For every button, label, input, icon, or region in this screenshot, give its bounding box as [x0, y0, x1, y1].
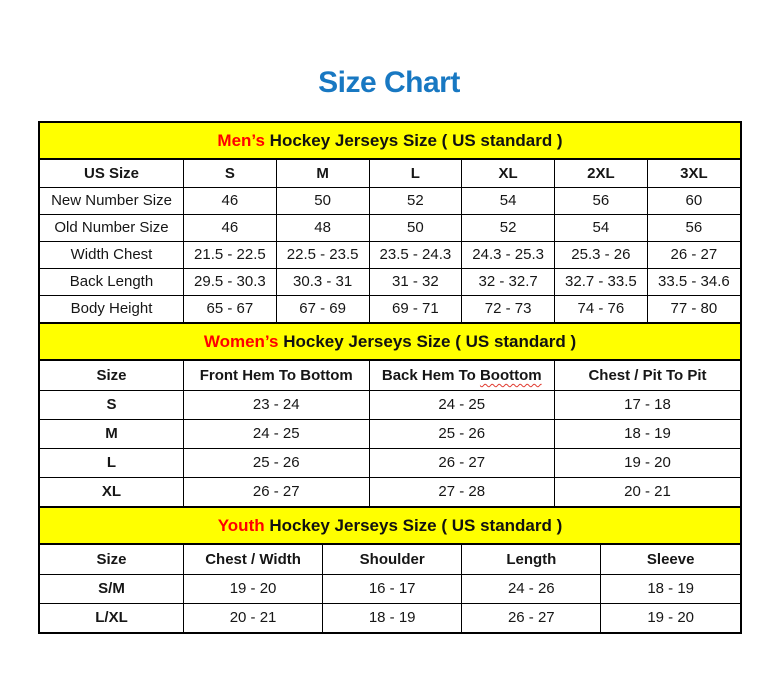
size-value-cell: 24.3 - 25.3	[462, 241, 555, 268]
row-label: Old Number Size	[40, 214, 184, 241]
column-header: 2XL	[555, 160, 648, 187]
row-label: Width Chest	[40, 241, 184, 268]
size-value-cell: 16 - 17	[323, 574, 462, 603]
size-value-cell: 24 - 25	[369, 390, 555, 419]
size-value-cell: 32 - 32.7	[462, 268, 555, 295]
womens-size-table	[40, 361, 740, 506]
size-value-cell: 21.5 - 22.5	[184, 241, 277, 268]
size-value-cell: 67 - 69	[276, 295, 369, 322]
size-value-cell: 26 - 27	[184, 477, 370, 506]
mens-section-title: Hockey Jerseys Size ( US standard )	[264, 131, 563, 150]
size-value-cell: 56	[555, 187, 648, 214]
size-value-cell: 60	[647, 187, 740, 214]
size-value-cell: 19 - 20	[601, 603, 740, 632]
size-value-cell: 19 - 20	[555, 448, 741, 477]
size-value-cell: 20 - 21	[184, 603, 323, 632]
column-header: Size	[40, 545, 184, 574]
size-value-cell: 18 - 19	[323, 603, 462, 632]
table-row	[40, 390, 740, 419]
size-value-cell: 25 - 26	[184, 448, 370, 477]
size-value-cell: 48	[276, 214, 369, 241]
mens-section-accent: Men’s	[217, 131, 265, 150]
table-row	[40, 419, 740, 448]
size-value-cell: 50	[369, 214, 462, 241]
size-value-cell: 77 - 80	[647, 295, 740, 322]
column-header: 3XL	[647, 160, 740, 187]
size-value-cell: 26 - 27	[647, 241, 740, 268]
table-row	[40, 187, 740, 214]
size-value-cell: 46	[184, 187, 277, 214]
size-value-cell: 72 - 73	[462, 295, 555, 322]
size-value-cell: 26 - 27	[462, 603, 601, 632]
size-value-cell: 33.5 - 34.6	[647, 268, 740, 295]
row-label: M	[40, 419, 184, 448]
womens-header-row	[40, 361, 740, 390]
size-value-cell: 74 - 76	[555, 295, 648, 322]
size-value-cell: 20 - 21	[555, 477, 741, 506]
row-label: S/M	[40, 574, 184, 603]
table-row	[40, 574, 740, 603]
column-header: Sleeve	[601, 545, 740, 574]
column-header: M	[276, 160, 369, 187]
size-value-cell: 46	[184, 214, 277, 241]
column-header: Length	[462, 545, 601, 574]
mens-header-row	[40, 160, 740, 187]
size-value-cell: 30.3 - 31	[276, 268, 369, 295]
column-header-text: Back Hem To	[381, 366, 480, 384]
youth-size-table	[40, 545, 740, 632]
column-header	[369, 361, 555, 390]
womens-section-header	[40, 322, 740, 361]
column-header: US Size	[40, 160, 184, 187]
size-value-cell: 24 - 25	[184, 419, 370, 448]
womens-section-accent: Women’s	[203, 332, 279, 351]
table-row	[40, 214, 740, 241]
size-value-cell: 29.5 - 30.3	[184, 268, 277, 295]
youth-section-title: Hockey Jerseys Size ( US standard )	[264, 516, 563, 535]
size-value-cell: 19 - 20	[184, 574, 323, 603]
size-value-cell: 24 - 26	[462, 574, 601, 603]
size-value-cell: 17 - 18	[555, 390, 741, 419]
column-header: S	[184, 160, 277, 187]
size-value-cell: 22.5 - 23.5	[276, 241, 369, 268]
size-value-cell: 25.3 - 26	[555, 241, 648, 268]
size-value-cell: 32.7 - 33.5	[555, 268, 648, 295]
table-row	[40, 241, 740, 268]
column-header: L	[369, 160, 462, 187]
size-value-cell: 54	[555, 214, 648, 241]
size-value-cell: 69 - 71	[369, 295, 462, 322]
size-value-cell: 56	[647, 214, 740, 241]
size-value-cell: 31 - 32	[369, 268, 462, 295]
size-value-cell: 50	[276, 187, 369, 214]
column-header: Size	[40, 361, 184, 390]
column-header: Chest / Pit To Pit	[555, 361, 741, 390]
size-value-cell: 26 - 27	[369, 448, 555, 477]
size-value-cell: 23 - 24	[184, 390, 370, 419]
size-chart	[38, 121, 742, 634]
misspelled-word: Boottom	[479, 366, 542, 384]
table-row	[40, 295, 740, 322]
size-value-cell: 25 - 26	[369, 419, 555, 448]
size-value-cell: 52	[462, 214, 555, 241]
row-label: S	[40, 390, 184, 419]
row-label: XL	[40, 477, 184, 506]
size-value-cell: 18 - 19	[601, 574, 740, 603]
mens-section-header	[40, 123, 740, 160]
table-row	[40, 603, 740, 632]
column-header: Chest / Width	[184, 545, 323, 574]
row-label: New Number Size	[40, 187, 184, 214]
size-value-cell: 27 - 28	[369, 477, 555, 506]
size-value-cell: 52	[369, 187, 462, 214]
row-label: L/XL	[40, 603, 184, 632]
womens-section-title: Hockey Jerseys Size ( US standard )	[278, 332, 577, 351]
mens-size-table	[40, 160, 740, 322]
youth-section-header	[40, 506, 740, 545]
row-label: Back Length	[40, 268, 184, 295]
column-header: Front Hem To Bottom	[184, 361, 370, 390]
row-label: L	[40, 448, 184, 477]
size-value-cell: 23.5 - 24.3	[369, 241, 462, 268]
youth-header-row	[40, 545, 740, 574]
column-header: Shoulder	[323, 545, 462, 574]
size-value-cell: 18 - 19	[555, 419, 741, 448]
table-row	[40, 448, 740, 477]
size-value-cell: 54	[462, 187, 555, 214]
table-row	[40, 477, 740, 506]
size-value-cell: 65 - 67	[184, 295, 277, 322]
column-header: XL	[462, 160, 555, 187]
table-row	[40, 268, 740, 295]
youth-section-accent: Youth	[217, 516, 265, 535]
row-label: Body Height	[40, 295, 184, 322]
page-title: Size Chart	[318, 66, 460, 99]
